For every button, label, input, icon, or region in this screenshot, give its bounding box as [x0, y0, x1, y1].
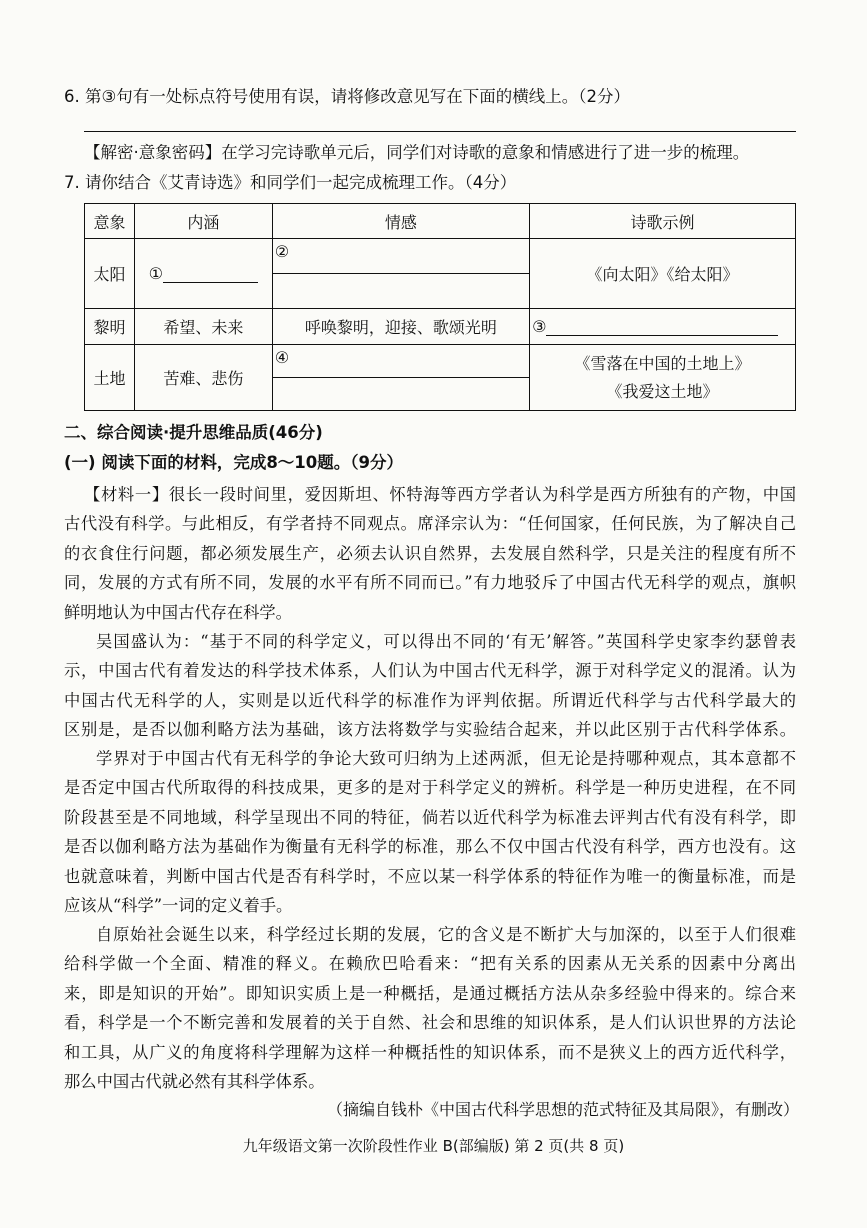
table-row — [85, 345, 796, 411]
passage-line: 鲜明地认为中国古代存在科学。 — [64, 602, 292, 622]
passage-line: 吴国盛认为：“基于不同的科学定义，可以得出不同的‘有无’解答。”英国科学史家李约瑟曾表 — [96, 632, 796, 651]
passage-line: 中国古代无科学的人，实则是以近代科学的标准作为评判依据。所谓近代科学与古代科学最大的 — [64, 690, 796, 710]
passage-line: 给科学做一个全面、精准的释义。在赖欣巴哈看来：“把有关系的因素从无关系的因素中分离出 — [64, 954, 796, 974]
passage-line: 阶段甚至是不同地域，科学呈现出不同的特征，倘若以近代科学为标准去评判古代有没有科学，即 — [64, 807, 796, 827]
cell-meaning: 希望、未来 — [134, 309, 272, 345]
blank-marker: ④ — [274, 348, 290, 367]
answer-blank-1[interactable] — [163, 264, 258, 283]
cell-emotion-blank[interactable] — [272, 239, 529, 309]
table-row — [85, 239, 796, 309]
cell-image: 土地 — [85, 345, 135, 411]
part-2-1-title: (一) 阅读下面的材料，完成8～10题。（9分） — [64, 453, 403, 472]
cell-example-blank[interactable] — [530, 309, 796, 345]
header-emotion: 情感 — [272, 204, 529, 239]
cell-emotion-blank[interactable] — [272, 345, 529, 411]
section-intro: 【解密·意象密码】在学习完诗歌单元后，同学们对诗歌的意象和情感进行了进一步的梳理。 — [84, 143, 750, 162]
question-6: 6. 第③句有一处标点符号使用有误，请将修改意见写在下面的横线上。（2分） — [64, 87, 631, 106]
passage-paragraph-3 — [64, 744, 796, 920]
question-7: 7. 请你结合《艾青诗选》和同学们一起完成梳理工作。（4分） — [64, 173, 517, 192]
cell-example: 《向太阳》《给太阳》 — [530, 239, 796, 309]
cell-image: 太阳 — [85, 239, 135, 309]
answer-blank-2[interactable] — [273, 239, 529, 274]
table-header-row — [85, 204, 796, 239]
passage-source: （摘编自钱朴《中国古代科学思想的范式特征及其局限》，有删改） — [326, 1100, 799, 1119]
cell-example — [530, 345, 796, 411]
answer-blank-3[interactable] — [546, 317, 778, 336]
imagery-table — [84, 203, 796, 411]
answer-blank-4-extra[interactable] — [273, 378, 529, 410]
header-image: 意象 — [85, 204, 135, 239]
passage-line: 的衣食住行问题，都必须发展生产，必须去认识自然界，去发展自然科学，只是关注的程度有所不 — [64, 543, 796, 563]
passage-paragraph-2 — [64, 627, 796, 745]
answer-line-q6[interactable] — [84, 131, 796, 132]
cell-meaning-blank[interactable] — [134, 239, 272, 309]
passage-line: 看，科学是一个不断完善和发展着的关于自然、社会和思维的知识体系，是人们认识世界的方法论 — [64, 1013, 796, 1033]
passage-line: 那么中国古代就必然有其科学体系。 — [64, 1071, 325, 1091]
passage-line: 同，发展的方式有所不同，发展的水平有所不同而已。”有力地驳斥了中国古代无科学的观点，旗帜 — [64, 573, 796, 593]
cell-meaning: 苦难、悲伤 — [134, 345, 272, 411]
example-line: 《我爱这土地》 — [606, 381, 719, 401]
part-2-title: 二、综合阅读·提升思维品质(46分) — [64, 423, 323, 442]
passage-line: 【材料一】很长一段时间里，爱因斯坦、怀特海等西方学者认为科学是西方所独有的产物，中国 — [84, 485, 796, 504]
passage-line: 应该从“科学”一词的定义着手。 — [64, 895, 293, 915]
answer-blank-4[interactable] — [273, 345, 529, 378]
passage-line: 古代没有科学。与此相反，有学者持不同观点。席泽宗认为：“任何国家，任何民族，为了解决自己 — [64, 514, 796, 534]
passage-line: 示，中国古代有着发达的科学技术体系，人们认为中国古代无科学，源于对科学定义的混淆。认为 — [64, 661, 796, 681]
passage-line: 和工具，从广义的角度将科学理解为这样一种概括性的知识体系，而不是狭义上的西方近代科学， — [64, 1042, 796, 1062]
blank-marker: ① — [148, 264, 163, 283]
answer-blank-2-extra[interactable] — [273, 274, 529, 308]
passage-paragraph-4 — [64, 920, 796, 1096]
passage-line: 学界对于中国古代有无科学的争论大致可归纳为上述两派，但无论是持哪种观点，其本意都不 — [96, 749, 796, 768]
passage-paragraph-1 — [64, 480, 796, 627]
example-line: 《雪落在中国的土地上》 — [574, 353, 751, 373]
passage-line: 来，即是知识的开始”。即知识实质上是一种概括，是通过概括方法从杂多经验中得来的。综合来 — [64, 983, 796, 1003]
cell-emotion: 呼唤黎明，迎接、歌颂光明 — [272, 309, 529, 345]
passage-line: 是否定中国古代所取得的科技成果，更多的是对于科学定义的辨析。科学是一种历史进程，在不同 — [64, 778, 796, 798]
table-row — [85, 309, 796, 345]
blank-marker: ② — [274, 242, 290, 261]
header-example: 诗歌示例 — [530, 204, 796, 239]
header-meaning: 内涵 — [134, 204, 272, 239]
cell-image: 黎明 — [85, 309, 135, 345]
blank-marker: ③ — [532, 317, 547, 336]
passage-line: 区别是，是否以伽利略方法为基础，该方法将数学与实验结合起来，并以此区别于古代科学体系。 — [64, 720, 796, 740]
passage-line: 也就意味着，判断中国古代是否有科学时，不应以某一科学体系的特征作为唯一的衡量标准，而是 — [64, 866, 796, 886]
passage-line: 是否以伽利略方法为基础作为衡量有无科学的标准，那么不仅中国古代没有科学，西方也没有。这 — [64, 837, 796, 857]
passage-line: 自原始社会诞生以来，科学经过长期的发展，它的含义是不断扩大与加深的，以至于人们很难 — [96, 925, 796, 944]
page-footer: 九年级语文第一次阶段性作业 B(部编版) 第 2 页(共 8 页) — [242, 1137, 625, 1155]
